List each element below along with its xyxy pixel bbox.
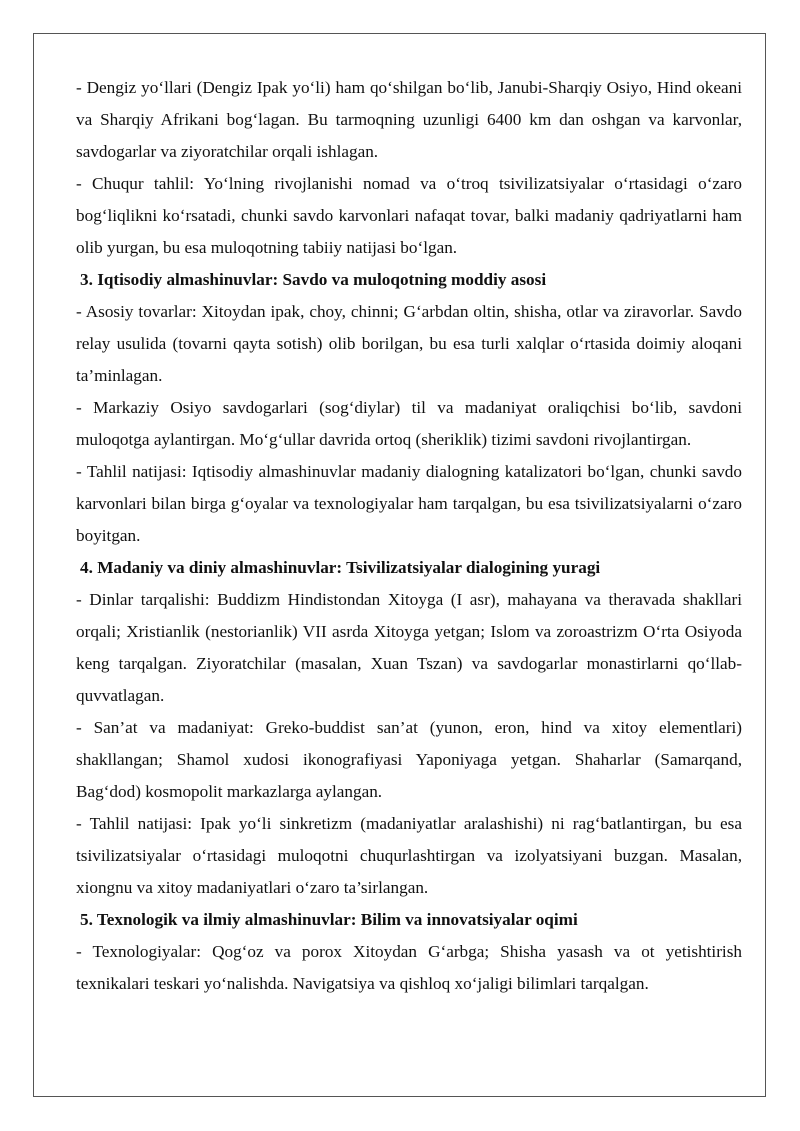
- paragraph-art-culture: - San’at va madaniyat: Greko-buddist san’at (yunon, eron, hind va xitoy elementlari) shakllangan; Shamol xudosi ikonografiyasi Yaponiyaga yetgan. Shaharlar (Samarqand, Bag‘dod) kosmopolit markazlarga aylangan.: [76, 718, 742, 801]
- paragraph-central-asian-merchants: - Markaziy Osiyo savdogarlari (sog‘diylar) til va madaniyat oraliqchisi bo‘lib, savdoni muloqotga aylantirgan. Mo‘g‘ullar davrida ortoq (sheriklik) tizimi savdoni rivojlantirgan.: [76, 398, 742, 449]
- document-body: [76, 72, 742, 1000]
- paragraph-cultural-result: - Tahlil natijasi: Ipak yo‘li sinkretizm (madaniyatlar aralashishi) ni rag‘batlantirgan, bu esa tsivilizatsiyalar o‘rtasidagi muloqotni chuqurlashtirgan va izolyatsiyani buzgan. Masalan, xiongnu va xitoy madaniyatlari o‘zaro ta’sirlangan.: [76, 814, 742, 897]
- section-heading-economic: 3. Iqtisodiy almashinuvlar: Savdo va muloqotning moddiy asosi: [80, 270, 547, 289]
- paragraph-religions: - Dinlar tarqalishi: Buddizm Hindistondan Xitoyga (I asr), mahayana va theravada shakllari orqali; Xristianlik (nestorianlik) VII asrda Xitoyga yetgan; Islom va zoroastrizm O‘rta Osiyoda keng tarqalgan. Ziyoratchilar (masalan, Xuan Tszan) va savdogarlar monastirlarni qo‘llab-quvvatlagan.: [76, 590, 742, 705]
- section-heading-cultural: 4. Madaniy va diniy almashinuvlar: Tsivilizatsiyalar dialogining yuragi: [80, 558, 601, 577]
- paragraph-main-goods: - Asosiy tovarlar: Xitoydan ipak, choy, chinni; G‘arbdan oltin, shisha, otlar va ziravorlar. Savdo relay usulida (tovarni qayta sotish) olib borilgan, bu esa turli xalqlar o‘rtasida doimiy aloqani ta’minlagan.: [76, 302, 742, 385]
- paragraph-sea-routes: - Dengiz yo‘llari (Dengiz Ipak yo‘li) ham qo‘shilgan bo‘lib, Janubi-Sharqiy Osiyo, Hind okeani va Sharqiy Afrikani bog‘lagan. Bu tarmoqning uzunligi 6400 km dan oshgan va karvonlar, savdogarlar va ziyoratchilar orqali ishlagan.: [76, 78, 742, 161]
- paragraph-technologies: - Texnologiyalar: Qog‘oz va porox Xitoydan G‘arbga; Shisha yasash va ot yetishtirish texnikalari teskari yo‘nalishda. Navigatsiya va qishloq xo‘jaligi bilimlari tarqalgan.: [76, 942, 742, 993]
- paragraph-deep-analysis: - Chuqur tahlil: Yo‘lning rivojlanishi nomad va o‘troq tsivilizatsiyalar o‘rtasidagi o‘zaro bog‘liqlikni ko‘rsatadi, chunki savdo karvonlari nafaqat tovar, balki madaniy qadriyatlarni ham olib yurgan, bu esa muloqotning tabiiy natijasi bo‘lgan.: [76, 174, 742, 257]
- section-heading-technology: 5. Texnologik va ilmiy almashinuvlar: Bilim va innovatsiyalar oqimi: [80, 910, 578, 929]
- paragraph-economic-result: - Tahlil natijasi: Iqtisodiy almashinuvlar madaniy dialogning katalizatori bo‘lgan, chunki savdo karvonlari bilan birga g‘oyalar va texnologiyalar ham tarqalgan, bu esa tsivilizatsiyalarni o‘zaro boyitgan.: [76, 462, 742, 545]
